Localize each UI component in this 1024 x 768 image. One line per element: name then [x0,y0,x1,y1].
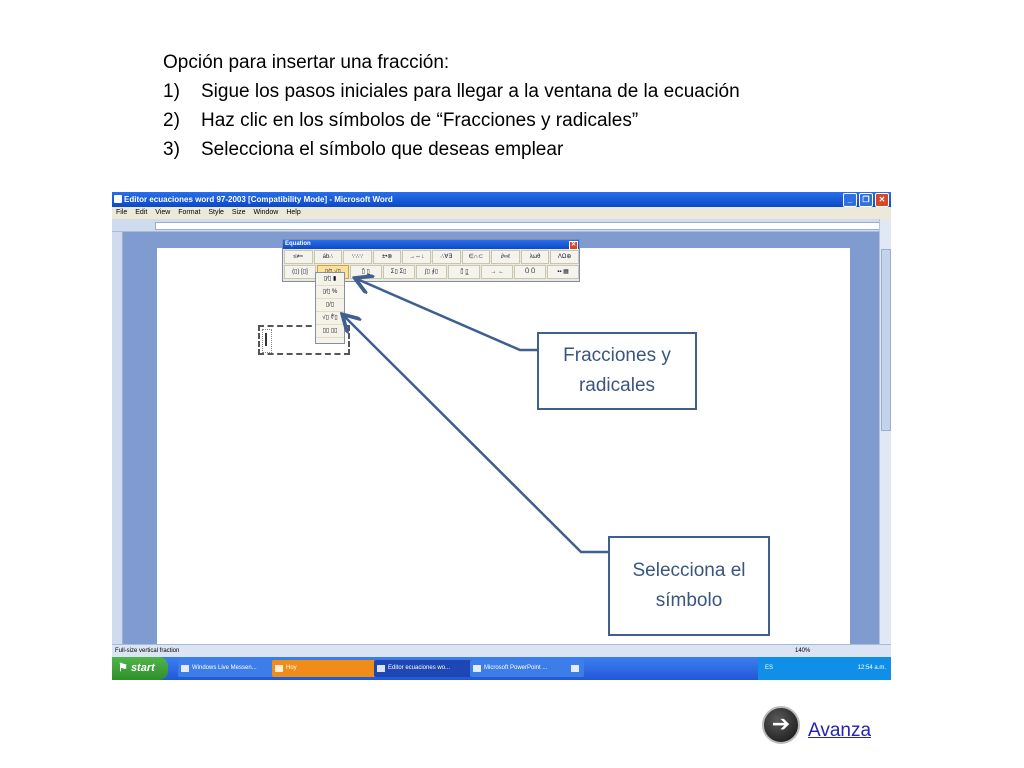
reduced-fraction-option[interactable]: ▯⁄▯ % [316,286,344,299]
status-message: Full-size vertical fraction [115,648,180,654]
labeled-arrow-templates-button[interactable]: → ← [481,265,513,279]
step-text: Haz clic en los símbolos de “Fracciones y radicales” [201,110,639,131]
instructions-heading: Opción para insertar una fracción: [163,52,450,73]
callout-selecciona-text: Selecciona el símbolo [632,560,746,611]
matrix-templates-button[interactable]: ▪▪ ▦ [547,265,579,279]
arrow-right-circle-icon[interactable]: ➔ [762,706,800,744]
start-label: start [130,662,155,674]
slash-fraction-option[interactable]: ▯/▯ [316,299,344,312]
language-indicator[interactable]: ES [765,665,774,671]
taskbar-item-label: Windows Live Messen... [192,665,257,671]
equation-title-text: Equation [285,241,311,247]
operator-symbols-button[interactable]: ±•⊗ [373,250,402,264]
step-number: 3) [163,139,180,160]
spaces-ellipses-button[interactable]: ȧb∴ [314,250,343,264]
greek-lower-button[interactable]: λωθ [521,250,550,264]
callout-fracciones-text: Fracciones y radicales [563,345,671,396]
menu-file[interactable]: File [116,209,128,216]
misc-symbols-button[interactable]: ∂∞ℓ [491,250,520,264]
restore-icon[interactable]: ❐ [859,193,873,207]
integral-templates-button[interactable]: ∫▯ ∮▯ [416,265,448,279]
taskbar-item-label: Microsoft PowerPoint ... [484,665,548,671]
logical-symbols-button[interactable]: ∴∀∃ [432,250,461,264]
clock: 12:54 a.m. [857,665,886,671]
minimize-icon[interactable]: _ [843,193,857,207]
menu-help[interactable]: Help [286,209,301,216]
step-number: 2) [163,110,180,131]
bar-templates-button[interactable]: ▯̄ ▯̲ [448,265,480,279]
summation-templates-button[interactable]: Σ▯ Σ▯ [383,265,415,279]
subscript-templates-button[interactable]: ▯̂ ▯̲ [350,265,382,279]
set-theory-button[interactable]: ∈∩⊂ [462,250,491,264]
menu-view[interactable]: View [155,209,171,216]
relational-symbols-button[interactable]: ≤≠≈ [284,250,313,264]
arrow-to-fraction-button [357,279,537,350]
long-division-option[interactable]: ▯▯ ▯▯ [316,325,344,338]
avanza-link[interactable]: Avanza [808,720,872,741]
arrow-symbols-button[interactable]: →⇔↓ [402,250,431,264]
menu-format[interactable]: Format [178,209,201,216]
callout-fracciones [537,332,697,410]
step-text: Selecciona el símbolo que deseas emplear [201,139,564,160]
close-icon[interactable]: ✕ [875,193,889,207]
menu-size[interactable]: Size [231,209,246,216]
menu-style[interactable]: Style [208,209,224,216]
greek-upper-button[interactable]: ΛΩ⊕ [550,250,579,264]
embellishments-button[interactable]: ∵∴∵ [343,250,372,264]
zoom-level[interactable]: 140% [795,648,811,654]
word-window-title: Editor ecuaciones word 97-2003 [Compatibility Mode] - Microsoft Word [124,195,393,204]
fence-templates-button[interactable]: (▯) [▯] [284,265,316,279]
windows-flag-icon: ⚑ [118,662,128,674]
taskbar-item-label: Hoy [286,665,297,671]
callout-selecciona [608,536,770,636]
step-text: Sigue los pasos iniciales para llegar a la ventana de la ecuación [201,81,740,102]
menu-edit[interactable]: Edit [135,209,148,216]
product-templates-button[interactable]: Ů Ů [514,265,546,279]
radical-option[interactable]: √▯ ∜▯ [316,312,344,325]
taskbar-item-label: Editor ecuaciones wo... [388,665,451,671]
menu-window[interactable]: Window [253,209,279,216]
avanza-nav[interactable] [762,704,871,744]
full-size-vertical-fraction-option[interactable]: ▯⁄▯ ▮ [316,273,344,286]
close-icon[interactable]: ✕ [570,242,577,248]
step-number: 1) [163,81,180,102]
